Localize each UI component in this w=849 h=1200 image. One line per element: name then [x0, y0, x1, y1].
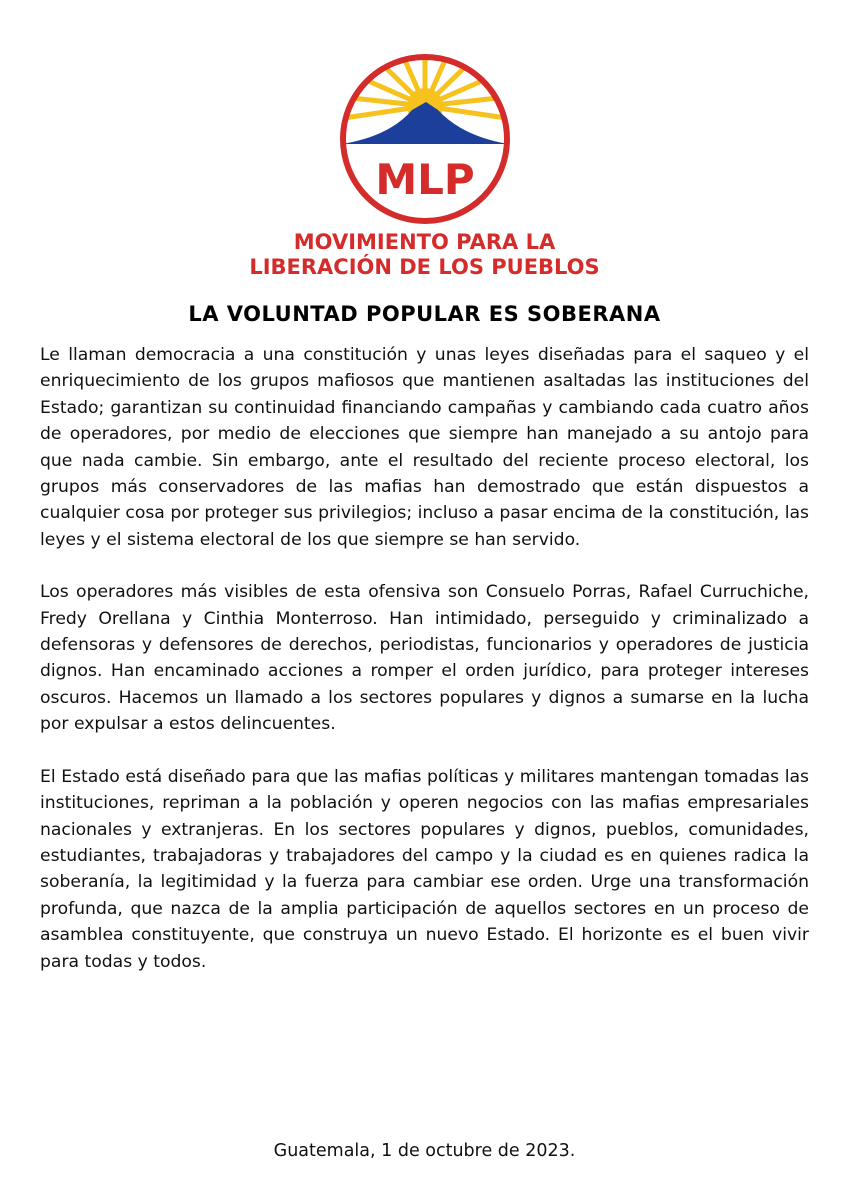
place-and-date: Guatemala, 1 de octubre de 2023. [273, 1141, 576, 1161]
mlp-emblem-icon [330, 44, 520, 234]
organization-name-line-2: LIBERACIÓN DE LOS PUEBLOS [249, 255, 600, 279]
paragraph: Le llaman democracia a una constitución y unas leyes diseñadas para el saqueo y el enriquecimiento de los grupos mafiosos que mantienen asaltadas las instituciones del Estado; garantizan su continuidad financiando campañas y cambiando cada cuatro años de operadores, por medio de elecciones que siempre han manejado a su antojo para que nada cambie. Sin embargo, ante el resultado del reciente proceso electoral, los grupos más conservadores de las mafias han demostrado que están dispuestos a cualquier cosa por proteger sus privilegios; incluso a pasar encima de la constitución, las leyes y el sistema electoral de los que siempre se han servido. [40, 345, 809, 550]
organization-logo [0, 44, 849, 284]
paragraph: Los operadores más visibles de esta ofensiva son Consuelo Porras, Rafael Curruchiche, Fredy Orellana y Cinthia Monterroso. Han intimidado, perseguido y criminalizado a defensoras y defensores de derechos, periodistas, funcionarios y operadores de justicia dignos. Han encaminado acciones a romper el orden jurídico, para proteger intereses oscuros. Hacemos un llamado a los sectores populares y dignos a sumarse en la lucha por expulsar a estos delincuentes. [40, 582, 809, 735]
paragraph: El Estado está diseñado para que las mafias políticas y militares mantengan tomadas las instituciones, repriman a la población y operen negocios con las mafias empresariales nacionales y extranjeras. En los sectores populares y dignos, pueblos, comunidades, estudiantes, trabajadoras y trabajadores del campo y la ciudad es en quienes radica la soberanía, la legitimidad y la fuerza para cambiar ese orden. Urge una transformación profunda, que nazca de la amplia participación de aquellos sectores en un proceso de asamblea constituyente, que construya un nuevo Estado. El horizonte es el buen vivir para todas y todos. [40, 766, 809, 972]
organization-name-line-1: MOVIMIENTO PARA LA [293, 230, 556, 254]
document-body [40, 342, 809, 1001]
logo-acronym: MLP [375, 155, 475, 204]
document-title: LA VOLUNTAD POPULAR ES SOBERANA [188, 302, 661, 326]
volcano-icon [342, 102, 508, 144]
